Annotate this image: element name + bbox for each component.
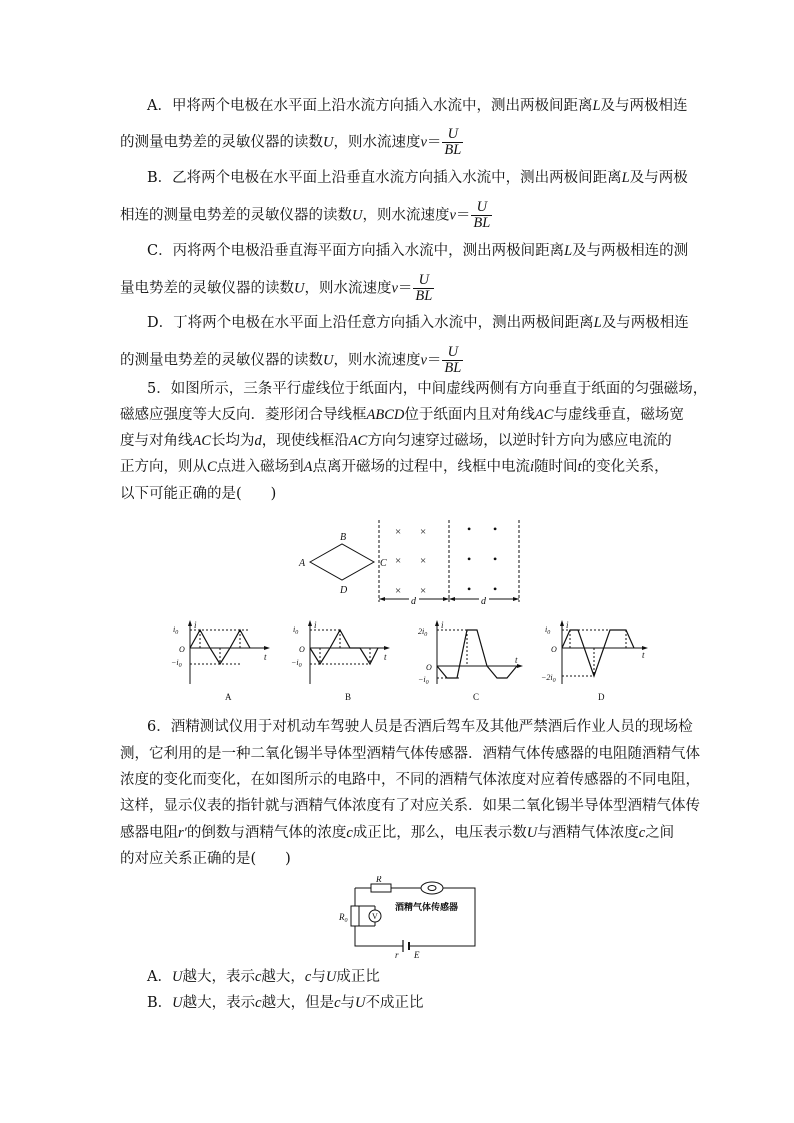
current-curve-b — [310, 630, 378, 664]
rhombus-frame — [310, 544, 374, 580]
graph-option-b — [290, 618, 405, 703]
option-d-line1: D．丁将两个电极在水平面上沿任意方向插入水流中，测出两极间距离L及与两极相连 — [147, 315, 689, 331]
svg-text:i: i — [441, 620, 444, 630]
q6-line1: 6．酒精测试仪用于对机动车驾驶人员是否酒后驾车及其他严禁酒后作业人员的现场检 — [147, 719, 693, 735]
dot-mark: • — [467, 522, 472, 536]
graph-c-label: C — [473, 692, 480, 702]
q5-line3: 度与对角线AC长均为d，现使线框沿AC方向匀速穿过磁场，以逆时针方向为感应电流的 — [120, 433, 672, 449]
graph-b-label: B — [345, 692, 352, 702]
svg-text:−i0: $-i_0$ — [291, 658, 302, 669]
vertex-a-label: A — [299, 558, 306, 569]
option-d-line2: 的测量电势差的灵敏仪器的读数U，则水流速度v＝ $\frac{U}{BL}$ — [120, 344, 462, 376]
current-curve-d — [562, 630, 634, 676]
fraction-u-over-bl: $\frac{U}{BL}$ — [444, 126, 462, 158]
q6-line5: 感器电阻r′的倒数与酒精气体的浓度c成正比，那么，电压表示数U与酒精气体浓度c之间 — [120, 825, 675, 841]
q5-line5: 以下可能正确的是( ) — [120, 486, 277, 502]
origin-label: O — [179, 645, 185, 654]
display-meter — [421, 882, 443, 894]
graph-option-c — [415, 618, 540, 703]
resistor-r0 — [351, 906, 359, 926]
svg-text:−2i0: $-2i_0$ — [541, 673, 556, 684]
cross-mark: × — [395, 526, 402, 538]
svg-text:i: i — [314, 620, 317, 630]
q6-option-b: B．U越大，表示c越大，但是c与U不成正比 — [147, 995, 424, 1011]
graph-d-label: D — [598, 692, 605, 702]
dot-mark: • — [467, 552, 472, 566]
svg-text:t: t — [642, 650, 645, 660]
q5-line4: 正方向，则从C点进入磁场到A点离开磁场的过程中，线框中电流i随时间t的变化关系， — [120, 459, 669, 475]
width-d-label: d — [481, 596, 486, 607]
fraction-u-over-bl: $\frac{U}{BL}$ — [473, 199, 491, 231]
svg-text:2i0: $2i_0$ — [418, 627, 428, 638]
q6-line4: 这样，显示仪表的指针就与酒精气体浓度有了对应关系．如果二氧化锡半导体型酒精气体传 — [120, 798, 700, 814]
dot-mark: • — [467, 582, 472, 596]
width-d-label: d — [411, 596, 416, 607]
svg-text:i0: $i_0$ — [545, 625, 551, 636]
option-a-line2: 的测量电势差的灵敏仪器的读数U，则水流速度v＝ $\frac{U}{BL}$ — [120, 126, 462, 158]
q5-line2: 磁感应强度等大反向．菱形闭合导线框ABCD位于纸面内且对角线AC与虚线垂直，磁场宽 — [120, 407, 684, 423]
cross-mark: × — [395, 555, 402, 567]
field-into-page-crosses — [395, 526, 426, 597]
svg-text:t: t — [384, 652, 387, 662]
option-c-line2: 量电势差的灵敏仪器的读数U，则水流速度v＝ $\frac{U}{BL}$ — [120, 272, 433, 304]
graph-a-label: A — [225, 692, 232, 702]
q5-field-figure — [290, 518, 530, 608]
internal-resistance-label: r — [395, 950, 399, 960]
option-a-line1: A．甲将两个电极在水平面上沿水流方向插入水流中，测出两极间距离L及与两极相连 — [147, 98, 688, 114]
q6-option-a: A．U越大，表示c越大，c与U成正比 — [147, 969, 380, 985]
svg-text:R0: $R_0$ — [339, 912, 348, 924]
q6-line6: 的对应关系正确的是( ) — [120, 851, 291, 867]
svg-text:i: i — [566, 620, 569, 630]
dot-mark: • — [493, 522, 498, 536]
graph-option-a — [170, 618, 285, 703]
graph-option-d — [540, 618, 665, 703]
option-b-line1: B．乙将两个电极在水平面上沿垂直水流方向插入水流中，测出两极间距离L及与两极 — [147, 170, 688, 186]
svg-text:−i0: $-i_0$ — [171, 658, 182, 669]
svg-text:O: O — [426, 663, 432, 672]
axis-t-label: t — [264, 652, 267, 662]
sensor-label: 酒精气体传感器 — [395, 903, 459, 913]
field-out-of-page-dots — [467, 522, 497, 596]
svg-text:i0: $i_0$ — [293, 625, 299, 636]
axis-i-label: i — [194, 620, 197, 630]
vertex-c-label: C — [380, 558, 387, 569]
voltmeter-label: V — [372, 912, 378, 921]
fraction-u-over-bl: $\frac{U}{BL}$ — [415, 272, 433, 304]
option-c-line1: C．丙将两个电极沿垂直海平面方向插入水流中，测出两极间距离L及与两极相连的测 — [147, 243, 689, 259]
current-curve-c — [437, 630, 517, 678]
cross-mark: × — [420, 585, 427, 597]
resistor-r — [371, 884, 391, 892]
emf-label: E — [414, 950, 420, 960]
option-b-line2: 相连的测量电势差的灵敏仪器的读数U，则水流速度v＝ $\frac{U}{BL}$ — [120, 199, 491, 231]
cross-mark: × — [395, 585, 402, 597]
q6-line2: 测，它利用的是一种二氧化锡半导体型酒精气体传感器．酒精气体传感器的电阻随酒精气体 — [120, 746, 700, 762]
current-curve-a — [190, 630, 250, 664]
cross-mark: × — [420, 526, 427, 538]
dot-mark: • — [493, 582, 498, 596]
svg-text:O: O — [551, 645, 557, 654]
q6-line3: 浓度的变化而变化，在如图所示的电路中，不同的酒精气体浓度对应着传感器的不同电阻， — [120, 772, 700, 788]
cross-mark: × — [420, 555, 427, 567]
vertex-d-label: D — [340, 585, 348, 596]
dot-mark: • — [493, 552, 498, 566]
fraction-u-over-bl: $\frac{U}{BL}$ — [444, 344, 462, 376]
vertex-b-label: B — [340, 532, 347, 543]
resistor-r-label: R — [376, 876, 382, 884]
svg-text:O: O — [299, 645, 305, 654]
q6-circuit-figure — [335, 876, 485, 960]
svg-text:i0: $i_0$ — [173, 625, 179, 636]
q5-line1: 5．如图所示，三条平行虚线位于纸面内，中间虚线两侧有方向垂直于纸面的匀强磁场， — [147, 381, 708, 397]
svg-text:−i0: $-i_0$ — [418, 675, 429, 686]
svg-text:t: t — [515, 655, 518, 665]
